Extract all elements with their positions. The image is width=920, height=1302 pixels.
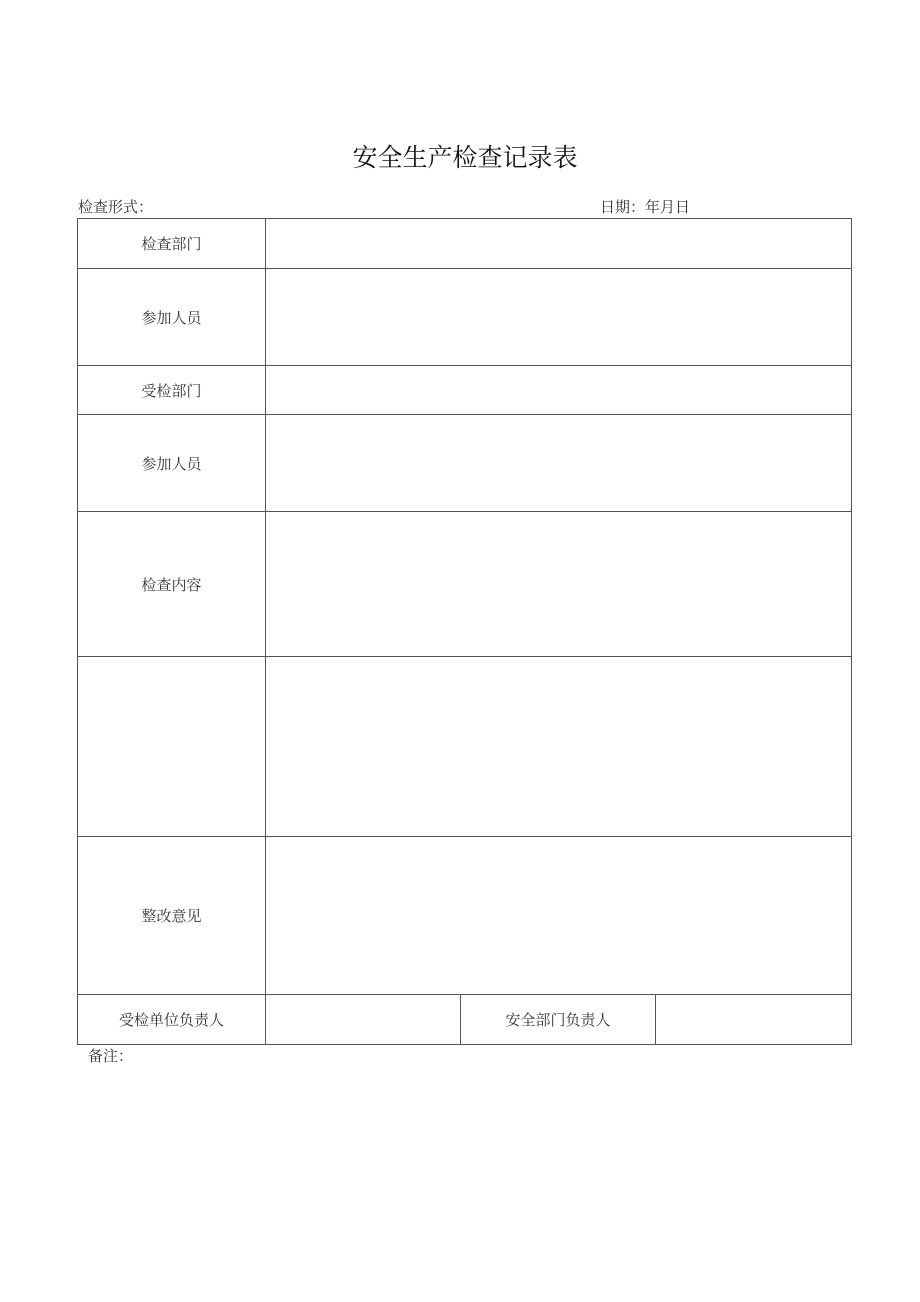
- extra-field[interactable]: [266, 657, 852, 837]
- participants-label-2: 参加人员: [78, 415, 266, 512]
- table-row: [78, 219, 852, 269]
- table-row: [78, 366, 852, 415]
- participants-label-1: 参加人员: [78, 269, 266, 366]
- inspected-unit-lead-label: 受检单位负责人: [78, 995, 266, 1045]
- check-dept-field[interactable]: [266, 219, 852, 269]
- page-title: 安全生产检查记录表: [352, 143, 578, 172]
- table-row: [78, 415, 852, 512]
- table-row: [78, 269, 852, 366]
- participants-field-1[interactable]: [266, 269, 852, 366]
- table-row: [78, 657, 852, 837]
- table-row: [78, 995, 852, 1045]
- check-content-label: 检查内容: [78, 512, 266, 657]
- note-label: 备注：: [88, 1047, 134, 1065]
- table-row: [78, 837, 852, 995]
- date-label: 日期：年月日: [600, 198, 691, 216]
- inspected-dept-field[interactable]: [266, 366, 852, 415]
- safety-dept-lead-label: 安全部门负责人: [461, 995, 656, 1045]
- rectification-label: 整改意见: [78, 837, 266, 995]
- participants-field-2[interactable]: [266, 415, 852, 512]
- rectification-field[interactable]: [266, 837, 852, 995]
- inspection-record-table: [77, 218, 852, 1045]
- safety-dept-lead-signature[interactable]: [656, 995, 852, 1045]
- check-content-field[interactable]: [266, 512, 852, 657]
- inspected-dept-label: 受检部门: [78, 366, 266, 415]
- inspected-unit-lead-signature[interactable]: [266, 995, 461, 1045]
- check-form-label: 检查形式：: [78, 198, 154, 216]
- check-dept-label: 检查部门: [78, 219, 266, 269]
- table-row: [78, 512, 852, 657]
- extra-label: [78, 657, 266, 837]
